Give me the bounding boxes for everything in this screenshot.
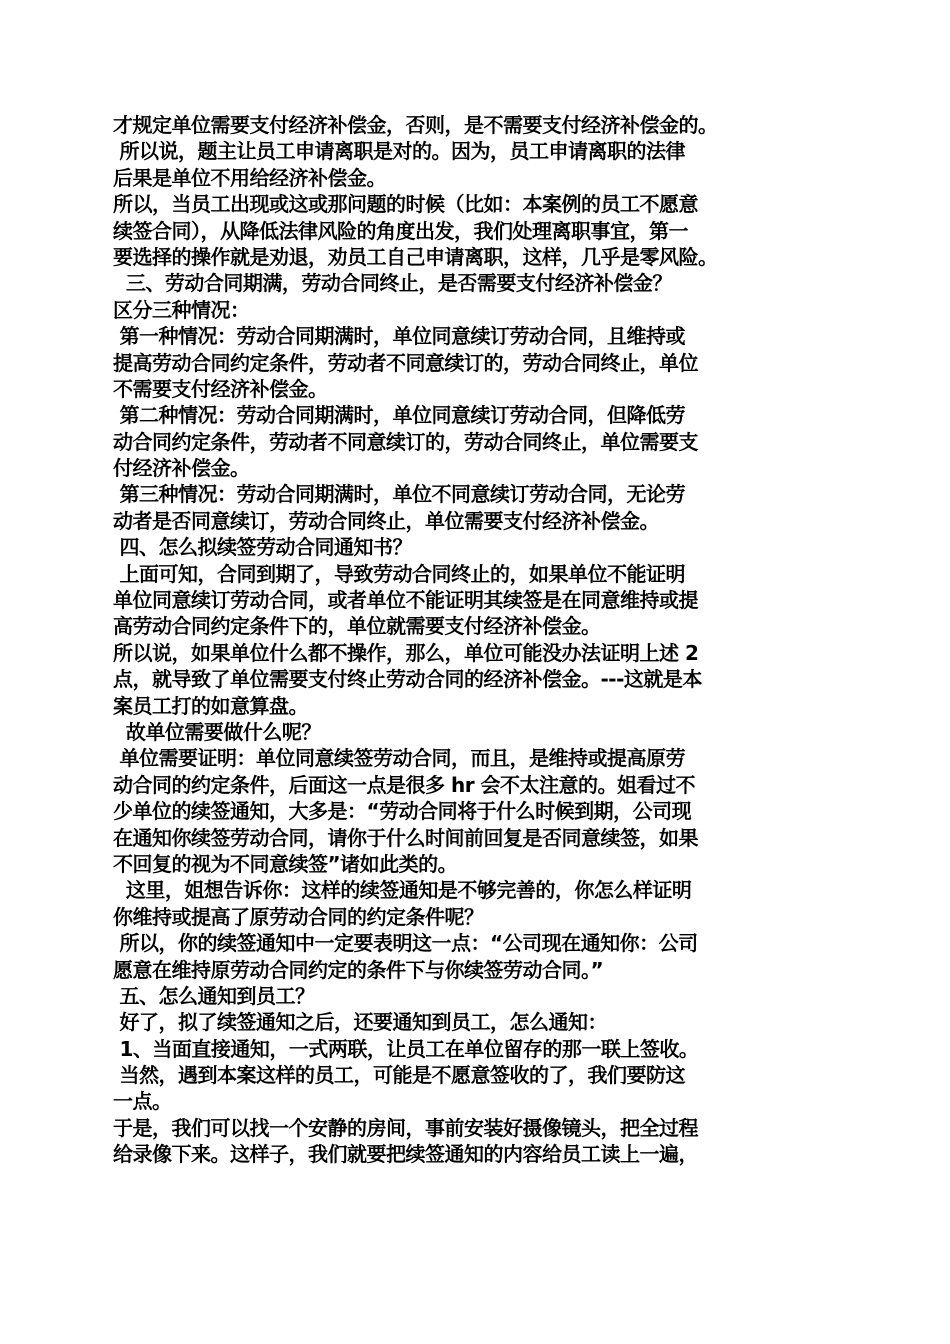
text-line: 单位需要证明：单位同意续签劳动合同，而且，是维持或提高原劳 (113, 746, 685, 771)
text-line: 故单位需要做什么呢？ (113, 719, 321, 744)
text-line: 五、怎么通知到员工？ (113, 983, 315, 1008)
text-line: 单位同意续订劳动合同，或者单位不能证明其续签是在同意维持或提 (113, 588, 698, 613)
text-line: 第三种情况：劳动合同期满时，单位不同意续订劳动合同，无论劳 (113, 482, 685, 507)
text-line: 点，就导致了单位需要支付终止劳动合同的经济补偿金。---这就是本 (113, 667, 702, 692)
text-line: 区分三种情况： (113, 297, 250, 322)
text-line: 后果是单位不用给经济补偿金。 (113, 165, 386, 190)
text-line: 在通知你续签劳动合同，请你于什么时间前回复是否同意续签，如果 (113, 825, 698, 850)
text-line: 你维持或提高了原劳动合同的约定条件呢？ (113, 904, 484, 929)
text-line: 续签合同），从降低法律风险的角度出发，我们处理离职事宜，第一 (113, 218, 688, 243)
text-line: 付经济补偿金。 (113, 456, 250, 481)
text-line: 所以，你的续签通知中一定要表明这一点：“公司现在通知你：公司 (113, 931, 698, 956)
text-line: 愿意在维持原劳动合同约定的条件下与你续签劳动合同。” (113, 957, 604, 982)
text-line: 上面可知，合同到期了，导致劳动合同终止的，如果单位不能证明 (113, 561, 685, 586)
text-line: 这里，姐想告诉你：这样的续签通知是不够完善的，你怎么样证明 (113, 878, 692, 903)
text-line: 好了，拟了续签通知之后，还要通知到员工，怎么通知： (113, 1010, 607, 1035)
text-line: 动合同的约定条件，后面这一点是很多 hr 会不太注意的。姐看过不 (113, 772, 696, 797)
text-line: 第一种情况：劳动合同期满时，单位同意续订劳动合同，且维持或 (113, 324, 685, 349)
text-line: 少单位的续签通知，大多是：“劳动合同将于什么时候到期，公司现 (113, 799, 692, 824)
text-line: 给录像下来。这样子，我们就要把续签通知的内容给员工读上一遍， (113, 1142, 698, 1167)
text-line: 高劳动合同约定条件下的，单位就需要支付经济补偿金。 (113, 614, 601, 639)
text-line: 所以说，如果单位什么都不操作，那么，单位可能没办法证明上述 2 (113, 640, 699, 665)
text-line: 才规定单位需要支付经济补偿金，否则，是不需要支付经济补偿金的。 (113, 113, 718, 137)
text-line: 不需要支付经济补偿金。 (113, 376, 328, 401)
text-line: 一点。 (113, 1089, 172, 1114)
text-line: 所以，当员工出现或这或那问题的时候（比如：本案例的员工不愿意 (113, 192, 698, 217)
text-line: 于是，我们可以找一个安静的房间，事前安装好摄像镜头，把全过程 (113, 1115, 698, 1140)
text-line: 提高劳动合同约定条件，劳动者不同意续订的，劳动合同终止，单位 (113, 350, 698, 375)
text-line: 三、劳动合同期满，劳动合同终止，是否需要支付经济补偿金？ (113, 271, 672, 296)
text-line: 第二种情况：劳动合同期满时，单位同意续订劳动合同，但降低劳 (113, 403, 685, 428)
text-line: 所以说，题主让员工申请离职是对的。因为，员工申请离职的法律 (113, 139, 685, 164)
text-line: 四、怎么拟续签劳动合同通知书？ (113, 535, 412, 560)
text-line: 动者是否同意续订，劳动合同终止，单位需要支付经济补偿金。 (113, 508, 659, 533)
document-body (113, 112, 853, 1168)
text-line: 案员工打的如意算盘。 (113, 693, 308, 718)
text-line: 不回复的视为不同意续签”诸如此类的。 (113, 851, 458, 876)
text-line: 1、当面直接通知，一式两联，让员工在单位留存的那一联上签收。 (113, 1036, 699, 1061)
text-line: 要选择的操作就是劝退，劝员工自己申请离职，这样，几乎是零风险。 (113, 244, 718, 269)
text-line: 当然，遇到本案这样的员工，可能是不愿意签收的了，我们要防这 (113, 1063, 685, 1088)
text-line: 动合同约定条件，劳动者不同意续订的，劳动合同终止，单位需要支 (113, 429, 698, 454)
